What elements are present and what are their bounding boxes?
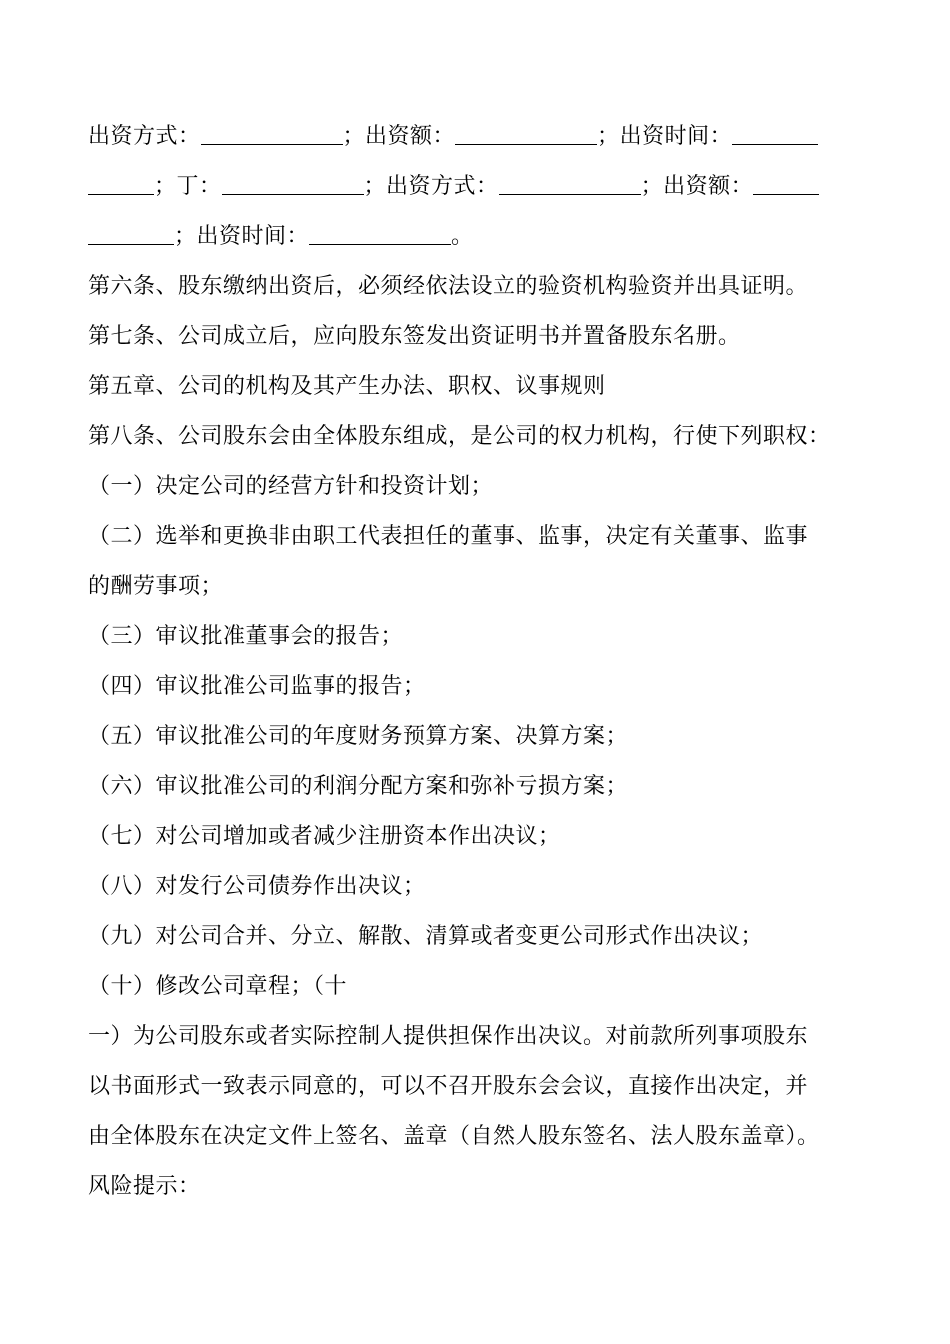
risk-notice-heading: 风险提示： — [88, 1174, 201, 1199]
item-8: （八）对发行公司债券作出决议； — [88, 874, 426, 899]
amount-label: 出资额： — [663, 174, 754, 199]
separator: ； — [363, 174, 387, 199]
item-2: （二）选举和更换非由职工代表担任的董事、监事，决定有关董事、监事 — [88, 524, 809, 549]
time-blank — [309, 224, 451, 245]
time-label: 出资时间： — [619, 124, 733, 149]
item-3: （三）审议批准董事会的报告； — [88, 624, 404, 649]
separator: ； — [640, 174, 664, 199]
method-blank — [201, 124, 343, 145]
separator: ； — [174, 224, 197, 249]
item-1: （一）决定公司的经营方针和投资计划； — [88, 474, 494, 499]
method-label: 出资方式： — [88, 124, 201, 149]
item-9: （九）对公司合并、分立、解散、清算或者变更公司形式作出决议； — [88, 924, 764, 949]
separator: ； — [342, 124, 366, 149]
amount-label: 出资额： — [365, 124, 456, 149]
document-page — [88, 112, 878, 1212]
amount-blank-continued — [88, 224, 174, 245]
item-11-continued-1: 以书面形式一致表示同意的，可以不召开股东会会议，直接作出决定，并 — [88, 1074, 809, 1099]
item-7: （七）对公司增加或者减少注册资本作出决议； — [88, 824, 561, 849]
article-7: 第七条、公司成立后，应向股东签发出资证明书并置备股东名册。 — [88, 324, 741, 349]
contribution-line-3 — [88, 212, 878, 262]
item-4: （四）审议批准公司监事的报告； — [88, 674, 426, 699]
contribution-line-1 — [88, 112, 878, 162]
item-5: （五）审议批准公司的年度财务预算方案、决算方案； — [88, 724, 629, 749]
period: 。 — [451, 224, 474, 249]
chapter-5-heading: 第五章、公司的机构及其产生办法、职权、议事规则 — [88, 374, 606, 399]
article-8: 第八条、公司股东会由全体股东组成，是公司的权力机构，行使下列职权： — [88, 424, 831, 449]
contribution-line-2 — [88, 162, 878, 212]
article-6: 第六条、股东缴纳出资后，必须经依法设立的验资机构验资并出具证明。 — [88, 274, 809, 299]
separator: ； — [154, 174, 177, 199]
item-11-continued-2: 由全体股东在决定文件上签名、盖章（自然人股东签名、法人股东盖章）。 — [88, 1124, 820, 1149]
party-label: 丁： — [176, 174, 222, 199]
item-11: 一）为公司股东或者实际控制人提供担保作出决议。对前款所列事项股东 — [88, 1024, 809, 1049]
amount-blank — [455, 124, 597, 145]
item-2-continued: 的酬劳事项； — [88, 574, 224, 599]
separator: ； — [597, 124, 620, 149]
time-label: 出资时间： — [196, 224, 310, 249]
party-blank — [222, 174, 364, 195]
amount-blank — [753, 174, 819, 195]
method-blank — [499, 174, 641, 195]
item-10: （十）修改公司章程；（十 — [88, 974, 348, 999]
method-label: 出资方式： — [386, 174, 499, 199]
time-blank — [732, 124, 818, 145]
item-6: （六）审议批准公司的利润分配方案和弥补亏损方案； — [88, 774, 629, 799]
time-blank-continued — [88, 174, 154, 195]
